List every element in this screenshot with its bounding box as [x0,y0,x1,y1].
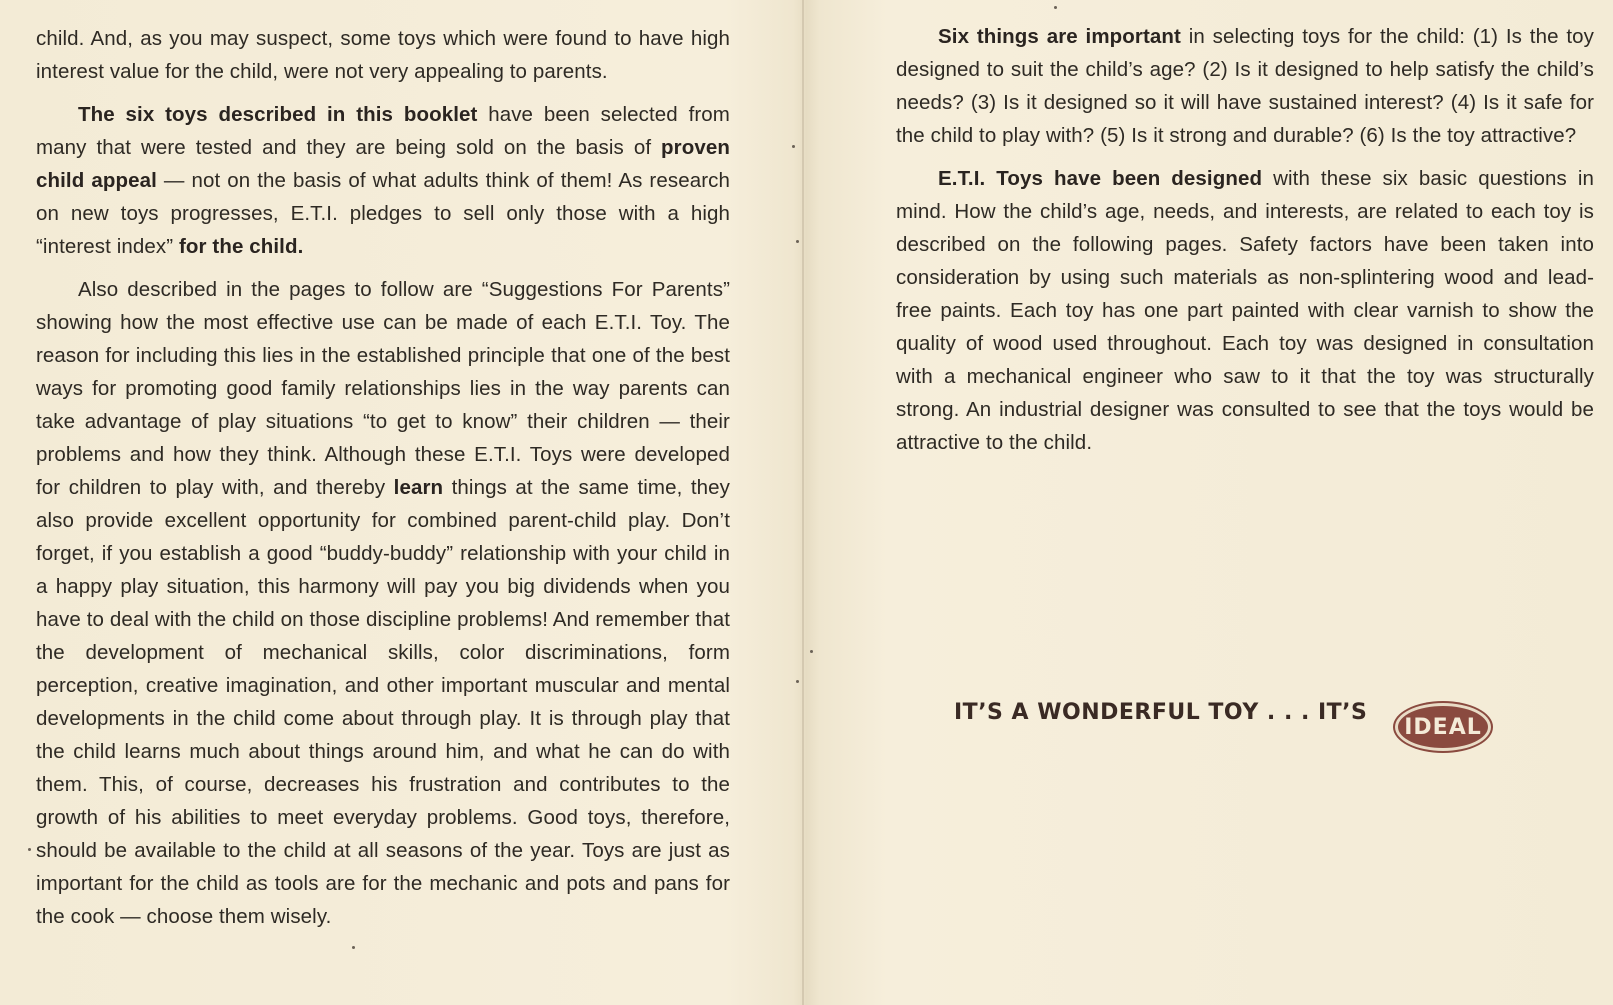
ideal-logo: IDEAL [1395,703,1491,751]
bold-run: The six toys described in this booklet [78,103,478,126]
paragraph [36,273,730,933]
right-page [804,0,1613,1005]
text-run: with these six basic questions in mind. How the child’s age, needs, and interests, are related to each toy is described on the following pages. Safety factors have been taken into consideration by using such materials as non-splintering wood and lead-free paints. Each toy has one part painted with clear varnish to show the quality of wood used throughout. Each toy was designed in consultation with a mechanical engineer who saw to it that the toy was structurally strong. An industrial designer was consulted to see that the toys would be attractive to the child. [896,167,1594,454]
bold-run: Six things are important [938,25,1181,48]
bold-run: for the child. [178,235,304,258]
paragraph [36,98,730,263]
text-run: in selecting toys for the child: (1) Is the toy designed to suit the child’s age? (2) Is it designed to help satisfy the child’s needs? (3) Is it designed so it will have sustained interest? (4) Is it safe for the child to play with? (5) Is it strong and durable? (6) Is the toy attractive? [896,25,1594,147]
right-text-column [896,20,1594,469]
bold-run: proven child appeal [36,136,730,192]
bold-run: E.T.I. Toys have been designed [938,167,1263,190]
ink-speck [796,240,799,243]
text-run: things at the same time, they also provide excellent opportunity for combined parent-child play. Don’t forget, if you establish a good “buddy-buddy” relationship with your child in a happy play situation, this harmony will pay you big dividends when you have to deal with the child on those discipline problems! And remember that the development of mechanical skills, color discriminations, form perception, creative imagination, and other important muscular and mental developments in the child come about through play. It is through play that the child learns much about things around him, and what he can do with them. This, of course, decreases his frustration and contributes to the growth of his abilities to meet everyday problems. Good toys, therefore, should be available to the child at all seasons of the year. Toys are just as important for the child as tools are for the mechanic and pots and pans for the cook — choose them wisely. [36,476,730,928]
ink-speck [792,145,795,148]
ink-speck [796,680,799,683]
left-page [0,0,802,1005]
left-text-column [36,22,730,943]
ink-speck [1054,6,1057,9]
paragraph [896,162,1594,459]
ink-speck [28,848,31,851]
slogan: IT’S A WONDERFUL TOY . . . IT’S [954,700,1368,725]
ink-speck [810,650,813,653]
ink-speck [352,946,355,949]
bold-run: learn [393,476,444,499]
paragraph [36,22,730,88]
text-run: Also described in the pages to follow are “Suggestions For Parents” showing how the most effective use can be made of each E.T.I. Toy. The reason for including this lies in the established principle that one of the best ways for promoting good family relationships lies in the way parents can take advantage of play situations “to get to know” their children — their problems and how they think. Although these E.T.I. Toys were developed for children to play with, and thereby [36,278,730,499]
text-run: — not on the basis of what adults think of them! As research on new toys progresses, E.T.I. pledges to sell only those with a high “interest index” [36,169,730,258]
text-run: have been selected from many that were tested and they are being sold on the basis of [36,103,730,159]
text-run: child. And, as you may suspect, some toys which were found to have high interest value for the child, were not very appealing to parents. [36,27,730,83]
paragraph [896,20,1594,152]
